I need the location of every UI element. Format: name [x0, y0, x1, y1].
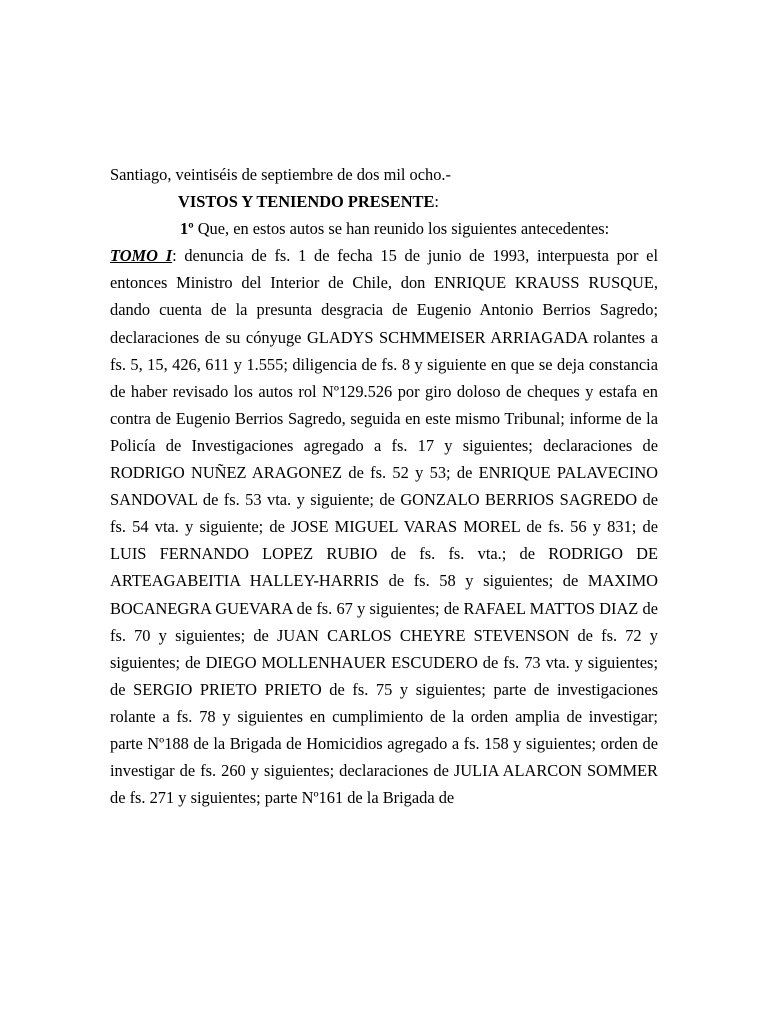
heading-colon: :	[434, 192, 439, 212]
heading-text: VISTOS Y TENIENDO PRESENTE	[178, 192, 435, 212]
body-paragraph	[110, 242, 658, 811]
date-line: Santiago, veintiséis de septiembre de dos mil ocho.-	[110, 165, 451, 184]
document-body	[110, 161, 658, 811]
body-text-content: : denuncia de fs. 1 de fecha 15 de junio de 1993, interpuesta por el entonces Ministro del Interior de Chile, don ENRIQUE KRAUSS RUSQUE, dando cuenta de la presunta desgracia de Eugenio Antonio Berrios Sagredo; declaraciones de su cónyuge GLADYS SCHMMEISER ARRIAGADA rolantes a fs. 5, 15, 426, 611 y 1.555; diligencia de fs. 8 y siguiente en que se deja constancia de haber revisado los autos rol Nº129.526 por giro doloso de cheques y estafa en contra de Eugenio Berrios Sagredo, seguida en este mismo Tribunal; informe de la Policía de Investigaciones agregado a fs. 17 y siguientes; declaraciones de RODRIGO NUÑEZ ARAGONEZ de fs. 52 y 53; de ENRIQUE PALAVECINO SANDOVAL de fs. 53 vta. y siguiente; de GONZALO BERRIOS SAGREDO de fs. 54 vta. y siguiente; de JOSE MIGUEL VARAS MOREL de fs. 56 y 831; de LUIS FERNANDO LOPEZ RUBIO de fs. fs. vta.; de RODRIGO DE ARTEAGABEITIA HALLEY-HARRIS de fs. 58 y siguientes; de MAXIMO BOCANEGRA GUEVARA de fs. 67 y siguientes; de RAFAEL MATTOS DIAZ de fs. 70 y siguientes; de JUAN CARLOS CHEYRE STEVENSON de fs. 72 y siguientes; de DIEGO MOLLENHAUER ESCUDERO de fs. 73 vta. y siguientes; de SERGIO PRIETO PRIETO de fs. 75 y siguientes; parte de investigaciones rolante a fs. 78 y siguientes en cumplimiento de la orden amplia de investigar; parte Nº188 de la Brigada de Homicidios agregado a fs. 158 y siguientes; orden de investigar de fs. 260 y siguientes; declaraciones de JULIA ALARCON SOMMER de fs. 271 y siguientes; parte Nº161 de la Brigada de	[110, 246, 658, 808]
item-lead-text: Que, en estos autos se han reunido los siguientes antecedentes:	[193, 219, 610, 239]
item-number: 1º	[180, 219, 194, 239]
item-lead-line	[110, 215, 658, 242]
section-heading	[110, 188, 658, 215]
tomo-label: TOMO I	[110, 246, 173, 266]
